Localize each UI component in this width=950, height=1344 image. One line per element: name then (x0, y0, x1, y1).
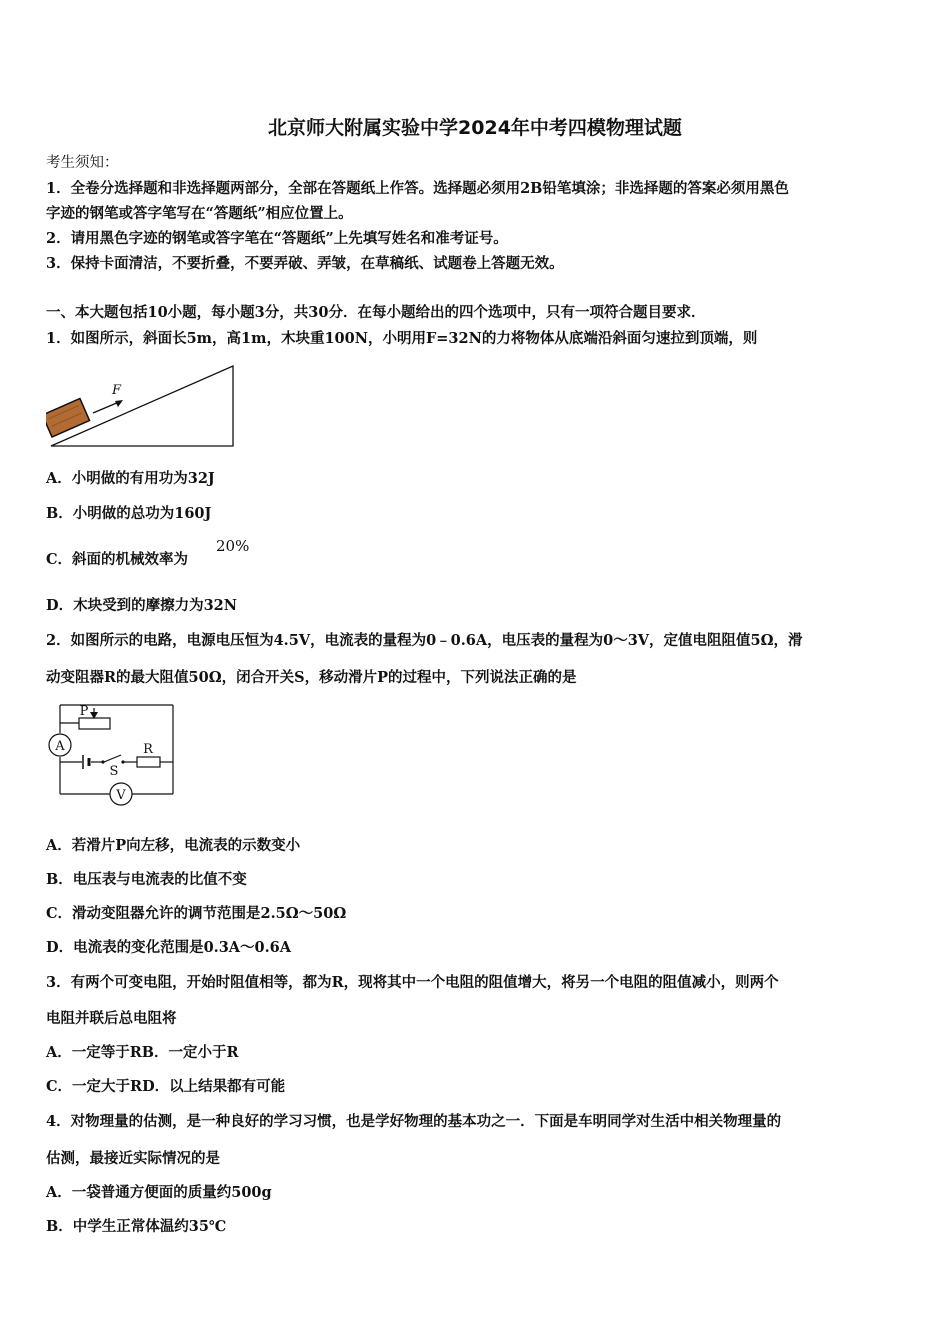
q1-option-d: D．木块受到的摩擦力为32N (46, 597, 238, 614)
q4-stem-line1: 4．对物理量的估测，是一种良好的学习习惯，也是学好物理的基本功之一．下面是车明同学对生活中相关物理量的 (46, 1113, 782, 1130)
q1-option-c: C．斜面的机械效率为 (46, 551, 189, 568)
circuit-figure (44, 700, 184, 810)
q2-stem-line1: 2．如图所示的电路，电源电压恒为4.5V，电流表的量程为0﹣0.6A，电压表的量程为0～3V，定值电阻阻值5Ω，滑 (46, 632, 803, 649)
q2-option-a: A．若滑片P向左移，电流表的示数变小 (46, 837, 301, 854)
force-arrow (93, 402, 119, 413)
resistor (137, 757, 160, 767)
label-p: P (79, 704, 89, 719)
section-heading: 一、本大题包括10小题，每小题3分，共30分．在每小题给出的四个选项中，只有一项符合题目要求． (46, 304, 706, 321)
label-r: R (143, 742, 153, 757)
q4-stem-line2: 估测，最接近实际情况的是 (46, 1150, 220, 1167)
label-a: A (55, 739, 65, 754)
notice-heading: 考生须知： (46, 155, 119, 171)
label-v: V (116, 788, 126, 803)
incline-figure (46, 364, 236, 454)
q1-option-a: A．小明做的有用功为32J (46, 470, 215, 487)
q3-options-ab: A．一定等于RB．一定小于R (46, 1044, 239, 1061)
q2-stem-line2: 动变阻器R的最大阻值50Ω，闭合开关S，移动滑片P的过程中，下列说法正确的是 (46, 669, 577, 686)
force-label: F (112, 383, 122, 398)
rheostat (79, 718, 110, 729)
q1-stem: 1．如图所示，斜面长5m，高1m，木块重100N，小明用F=32N的力将物体从底端沿斜面匀速拉到顶端，则 (46, 330, 758, 347)
notice-item: 字迹的钢笔或答字笔写在“答题纸”相应位置上。 (46, 205, 353, 222)
q4-option-a: A．一袋普通方便面的质量约500g (46, 1184, 272, 1201)
q2-option-d: D．电流表的变化范围是0.3A～0.6A (46, 939, 292, 956)
q2-option-b: B．电压表与电流表的比值不变 (46, 871, 247, 888)
label-s: S (109, 764, 119, 779)
notice-item: 1．全卷分选择题和非选择题两部分，全部在答题纸上作答。选择题必须用2B铅笔填涂；非选择题的答案必须用黑色 (46, 180, 789, 197)
switch-blade (104, 755, 121, 762)
q2-option-c: C．滑动变阻器允许的调节范围是2.5Ω～50Ω (46, 905, 347, 922)
q1-option-c-value: 20% (216, 537, 250, 555)
q3-options-cd: C．一定大于RD．以上结果都有可能 (46, 1078, 286, 1095)
notice-item: 2．请用黑色字迹的钢笔或答字笔在“答题纸”上先填写姓名和准考证号。 (46, 230, 508, 247)
q4-option-b: B．中学生正常体温约35℃ (46, 1218, 227, 1235)
q3-stem-line1: 3．有两个可变电阻，开始时阻值相等，都为R，现将其中一个电阻的阻值增大，将另一个电阻的阻值减小，则两个 (46, 974, 779, 991)
page-title: 北京师大附属实验中学2024年中考四模物理试题 (268, 117, 682, 139)
notice-item: 3．保持卡面清洁，不要折叠，不要弄破、弄皱，在草稿纸、试题卷上答题无效。 (46, 255, 564, 272)
q3-stem-line2: 电阻并联后总电阻将 (46, 1010, 177, 1027)
q1-option-b: B．小明做的总功为160J (46, 505, 212, 522)
